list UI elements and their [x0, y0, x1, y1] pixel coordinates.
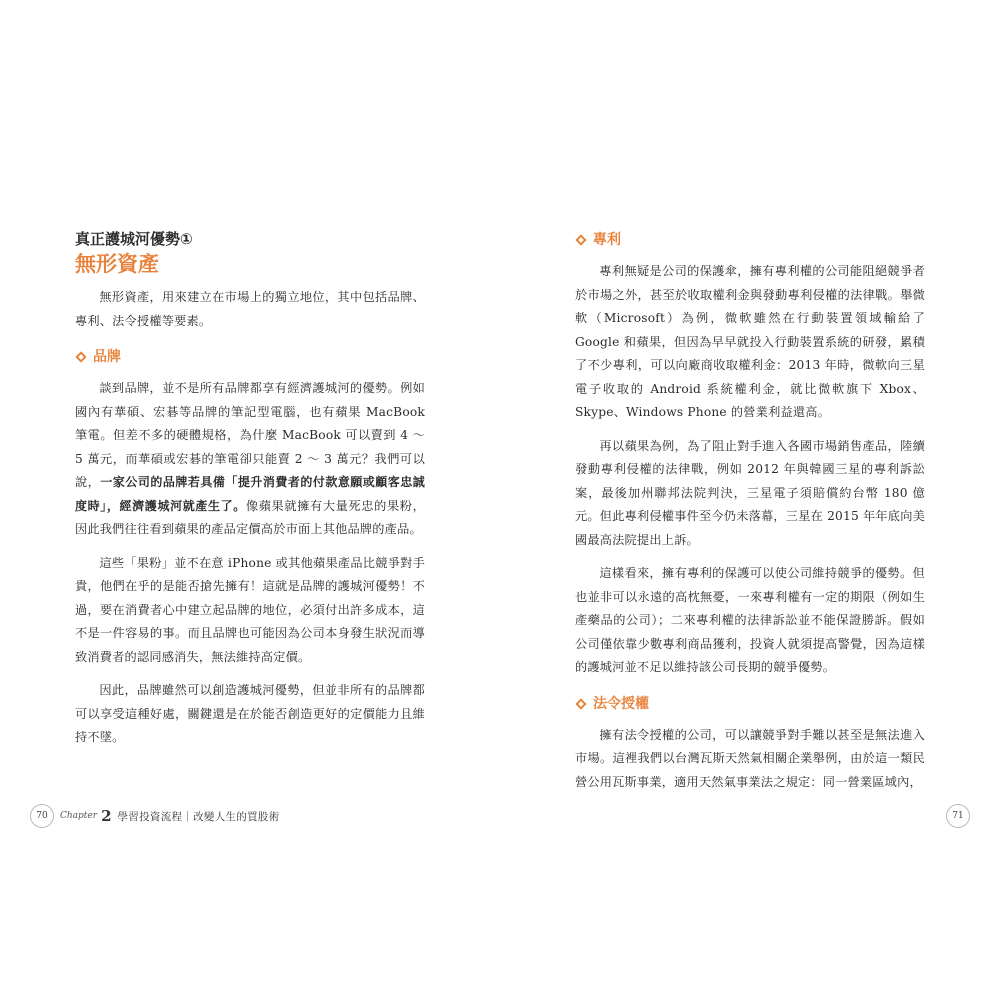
running-title: 學習投資流程｜改變人生的買股術 [117, 810, 280, 823]
license-paragraph-1: 擁有法令授權的公司，可以讓競爭對手難以甚至是無法進入市場。這裡我們以台灣瓦斯天然氣相關企業舉例，由於這一類民營公用瓦斯事業，適用天然氣事業法之規定：同一營業區域內， [575, 727, 925, 789]
right-footer [946, 804, 970, 828]
brand-paragraph-1 [75, 377, 425, 542]
section-title: 無形資產 [75, 252, 159, 276]
left-column [75, 228, 425, 760]
brand-heading-label: 品牌 [93, 349, 121, 365]
brand-paragraph-1-post: 像蘋果就擁有大量死忠的果粉，因此我們往往看到蘋果的產品定價高於市面上其他品牌的產品。 [75, 498, 425, 536]
brand-heading [75, 347, 425, 367]
page-number-right: 71 [946, 804, 970, 828]
chapter-label: Chapter [60, 811, 98, 821]
diamond-bullet-icon [575, 698, 586, 709]
brand-paragraph-1-bold: 一家公司的品牌若具備「提升消費者的付款意願或顧客忠誠度時」，經濟護城河就產生了。 [75, 475, 425, 513]
brand-paragraph-3: 因此，品牌雖然可以創造護城河優勢，但並非所有的品牌都可以享受這種好處，關鍵還是在於能否創造更好的定價能力且維持不墜。 [75, 683, 425, 744]
right-column [575, 228, 925, 804]
license-heading-label: 法令授權 [593, 695, 649, 712]
brand-paragraph-1-pre: 談到品牌，並不是所有品牌都享有經濟護城河的優勢。例如國內有華碩、宏碁等品牌的筆記型電腦，也有蘋果 MacBook 筆電。但差不多的硬體規格，為什麼 MacBook 可以賣到 4 ～ 5 萬元，而華碩或宏碁的筆電卻只能賣 2 ～ 3 萬元？我們可以說， [75, 381, 425, 489]
chapter-number: 2 [101, 807, 112, 825]
patent-heading [575, 230, 925, 250]
patent-paragraph-3: 這樣看來，擁有專利的保護可以使公司維持競爭的優勢。但也並非可以永遠的高枕無憂，一來專利權有一定的期限（例如生產藥品的公司）；二來專利權的法律訴訟並不能保證勝訴。假如公司僅依靠少數專利商品獲利，投資人就須提高警覺，因為這樣的護城河並不足以維持該公司長期的競爭優勢。 [575, 566, 925, 674]
brand-paragraph-2: 這些「果粉」並不在意 iPhone 或其他蘋果產品比競爭對手貴，他們在乎的是能否搶先擁有！這就是品牌的護城河優勢！不過，要在消費者心中建立起品牌的地位，必須付出許多成本，這不是一件容易的事。而且品牌也可能因為公司本身發生狀況而導致消費者的認同感消失，無法維持高定價。 [75, 555, 425, 664]
patent-heading-label: 專利 [593, 232, 621, 248]
patent-paragraph-1: 專利無疑是公司的保護傘，擁有專利權的公司能阻絕競爭者於市場之外，甚至於收取權利金與發動專利侵權的法律戰。舉微軟（Microsoft）為例，微軟雖然在行動裝置領域輸給了 Google 和蘋果，但因為早早就投入行動裝置系統的研發，累積了不少專利，可以向廠商收取權利金：2013 年時，微軟向三星電子收取的 Android 系統權利金，就比微軟旗下 Xbox、Skype、Windows Phone 的營業利益還高。 [575, 264, 925, 419]
section-subtitle: 真正護城河優勢① [75, 230, 193, 248]
intro-paragraph: 無形資產，用來建立在市場上的獨立地位，其中包括品牌、專利、法令授權等要素。 [75, 290, 425, 328]
diamond-bullet-icon [75, 351, 86, 362]
license-heading [575, 694, 925, 714]
left-footer [30, 804, 280, 828]
patent-paragraph-2: 再以蘋果為例，為了阻止對手進入各國市場銷售產品，陸續發動專利侵權的法律戰，例如 2012 年與韓國三星的專利訴訟案，最後加州聯邦法院判決，三星電子須賠償約台幣 180 億元。但此專利侵權事件至今仍未落幕，三星在 2015 年年底向美國最高法院提出上訴。 [575, 438, 925, 547]
page-number-left: 70 [30, 804, 54, 828]
diamond-bullet-icon [575, 234, 586, 245]
